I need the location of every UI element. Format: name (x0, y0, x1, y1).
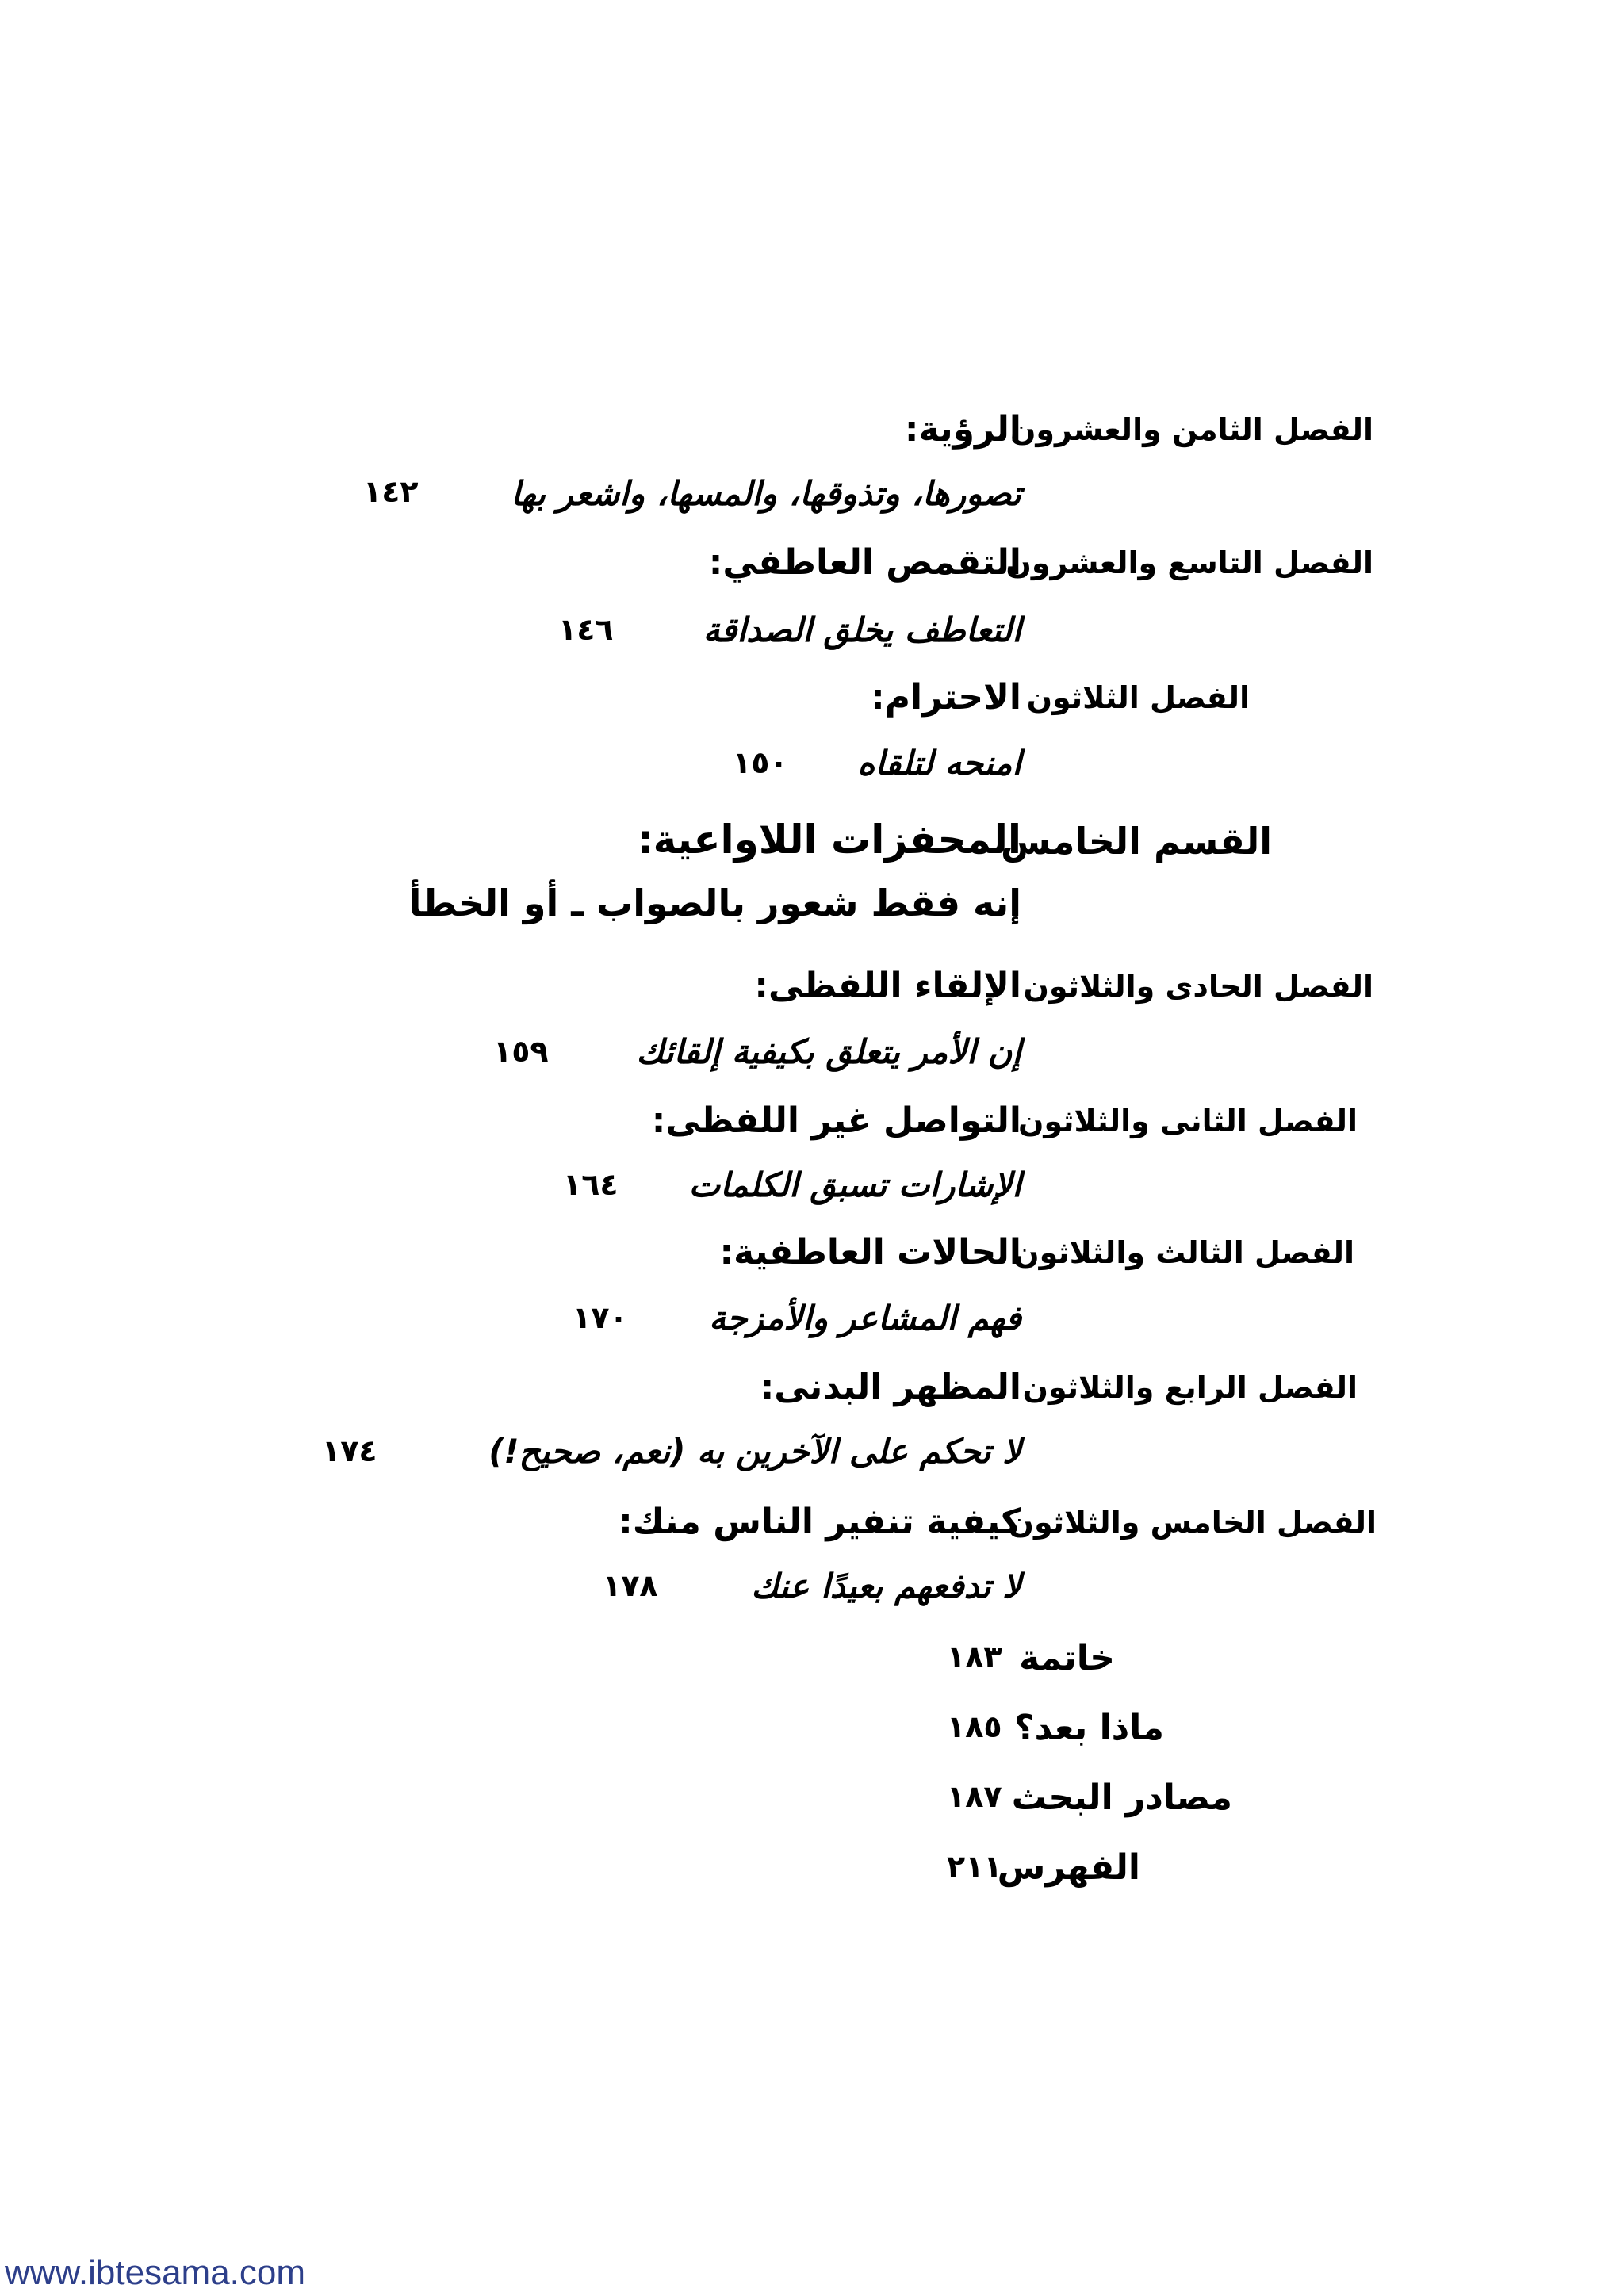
toc-section-subtitle: إنه فقط شعور بالصواب ـ أو الخطأ (408, 882, 1021, 924)
toc-page-number[interactable]: ١٥٩ (493, 1034, 549, 1069)
toc-page-number[interactable]: ١٤٢ (363, 474, 419, 509)
toc-page-number[interactable]: ١٨٣ (947, 1640, 1002, 1674)
toc-end-title: ماذا بعد؟ (1013, 1708, 1164, 1748)
toc-chapter-subtitle: امنحه لتلقاه (857, 744, 1021, 783)
toc-page-number[interactable]: ١٧٤ (322, 1433, 377, 1468)
toc-chapter-title: المظهر البدنى: (760, 1367, 1021, 1407)
toc-chapter-title: الرؤية: (904, 409, 1021, 450)
toc-section-title: المحفزات اللاواعية: (637, 817, 1021, 863)
toc-chapter-subtitle: لا تدفعهم بعيدًا عنك (751, 1567, 1021, 1605)
toc-chapter-label: الفصل الثالث والثلاثون (1013, 1235, 1354, 1270)
toc-chapter-subtitle: الإشارات تسبق الكلمات (688, 1165, 1021, 1204)
toc-end-title: مصادر البحث (1011, 1777, 1232, 1818)
toc-end-title: خاتمة (1019, 1638, 1115, 1678)
toc-chapter-label: الفصل الحادى والثلاثون (1023, 969, 1373, 1004)
toc-end-title: الفهرس (997, 1847, 1140, 1888)
toc-page-number[interactable]: ١٧٠ (573, 1300, 628, 1335)
toc-page-number[interactable]: ١٤٦ (558, 612, 614, 647)
toc-chapter-title: التواصل غير اللفظى: (651, 1100, 1021, 1141)
toc-chapter-subtitle: تصورها، وتذوقها، والمسها، واشعر بها (511, 474, 1021, 513)
toc-chapter-label: الفصل الثانى والثلاثون (1017, 1104, 1358, 1138)
toc-chapter-title: كيفية تنفير الناس منك: (619, 1502, 1021, 1542)
toc-chapter-label: الفصل الثامن والعشرون (1010, 412, 1373, 447)
toc-page-number[interactable]: ٢١١ (947, 1849, 1002, 1884)
toc-chapter-label: الفصل الخامس والثلاثون (1008, 1505, 1377, 1540)
toc-chapter-subtitle: لا تحكم على الآخرين به (نعم، صحيح!) (488, 1432, 1021, 1471)
toc-chapter-subtitle: إن الأمر يتعلق بكيفية إلقائك (636, 1032, 1021, 1071)
toc-chapter-title: التقمص العاطفي: (708, 542, 1021, 583)
toc-page-number[interactable]: ١٨٥ (947, 1709, 1002, 1744)
toc-page-number[interactable]: ١٦٤ (563, 1167, 619, 1202)
toc-chapter-label: الفصل التاسع والعشرون (1005, 545, 1373, 580)
toc-chapter-title: الحالات العاطفية: (719, 1232, 1021, 1272)
toc-chapter-subtitle: فهم المشاعر والأمزجة (709, 1299, 1021, 1337)
toc-chapter-label: الفصل الثلاثون (1026, 680, 1250, 715)
toc-chapter-title: الاحترام: (871, 677, 1021, 718)
toc-page-number[interactable]: ١٧٨ (603, 1568, 658, 1603)
toc-page-number[interactable]: ١٥٠ (733, 745, 788, 780)
toc-page-number[interactable]: ١٨٧ (947, 1779, 1002, 1814)
toc-chapter-label: الفصل الرابع والثلاثون (1022, 1370, 1358, 1405)
toc-chapter-subtitle: التعاطف يخلق الصداقة (703, 610, 1021, 649)
footer-url[interactable]: www.ibtesama.com (5, 2253, 306, 2292)
toc-section-label: القسم الخامس (1000, 820, 1272, 863)
toc-chapter-title: الإلقاء اللفظى: (754, 966, 1021, 1006)
